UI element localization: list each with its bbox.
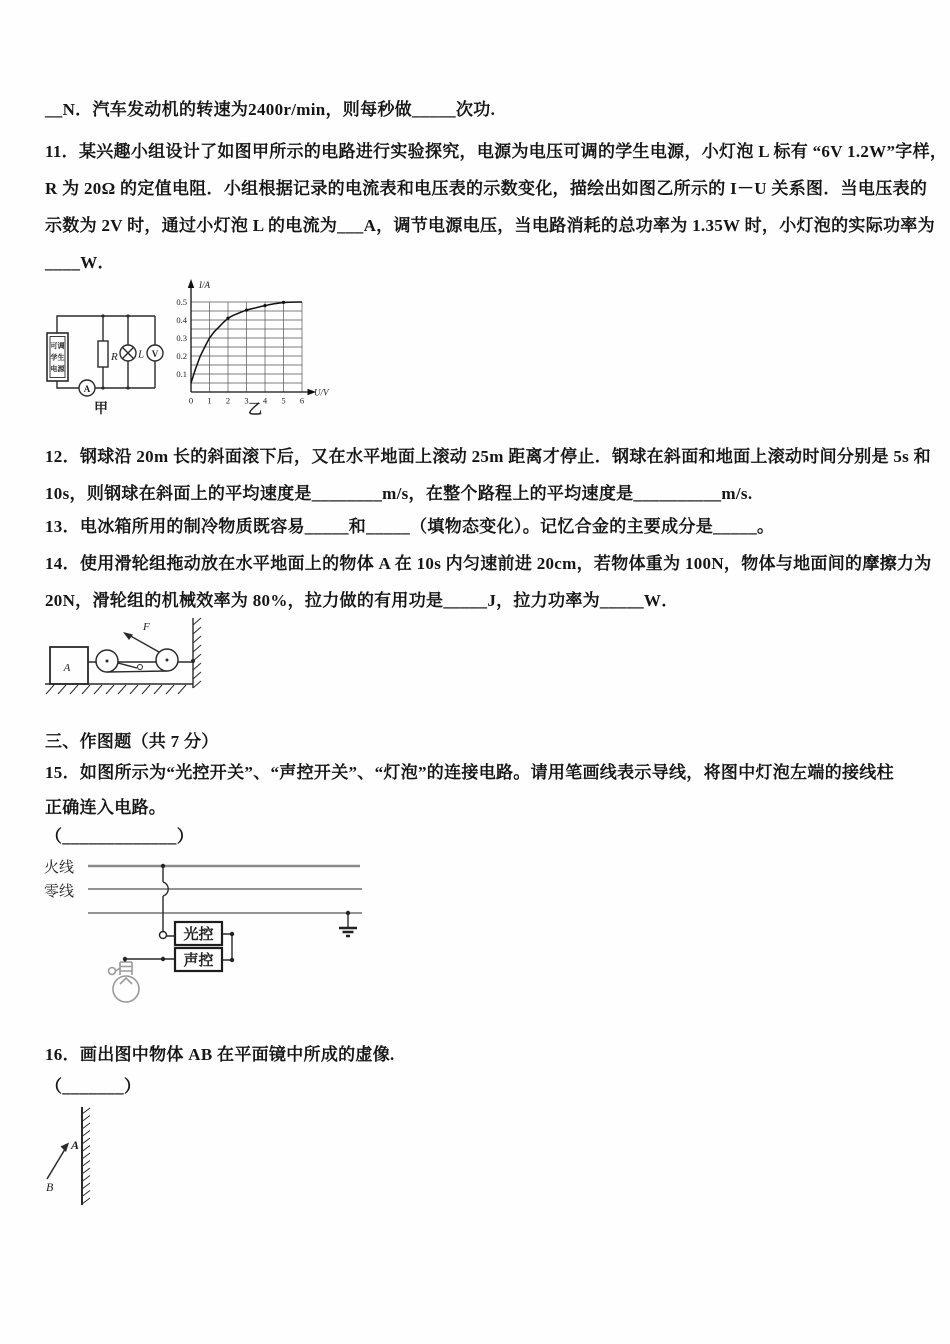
question-11-line-4: ____W． xyxy=(45,253,115,272)
graph-ylabel: I/A xyxy=(199,280,210,290)
question-11-line-3: 示数为 2V 时，通过小灯泡 L 的电流为___A，调节电源电压，当电路消耗的总功率为 1.35W 时，小灯泡的实际功率为 xyxy=(45,216,935,235)
object-arrow xyxy=(47,1148,66,1180)
ground-symbol xyxy=(339,928,357,936)
block-a-label: A xyxy=(63,662,71,674)
bulb xyxy=(109,962,140,1002)
question-16-answer-blank: （_______） xyxy=(45,1077,142,1096)
light-control-label: 光控 xyxy=(183,927,214,943)
question-11-line-2: R 为 20Ω 的定值电阻．小组根据记录的电流表和电压表的示数变化，描绘出如图乙所示的 I－U 关系图．当电压表的 xyxy=(45,179,928,198)
section-3-title: 三、作图题（共 7 分） xyxy=(45,732,219,751)
xtick-4: 4 xyxy=(262,395,268,406)
live-wire-label: 火线 xyxy=(44,860,75,876)
figure-switch-circuit xyxy=(40,850,370,1015)
xtick-6: 6 xyxy=(299,395,305,406)
psu-label-3: 电源 xyxy=(50,365,65,373)
question-11-line-1: 11．某兴趣小组设计了如图甲所示的电路进行实验探究，电源为电压可调的学生电源，小灯泡 L 标有 “6V 1.2W”字样， xyxy=(45,142,948,161)
question-16: 16．画出图中物体 AB 在平面镜中所成的虚像. xyxy=(45,1045,395,1064)
figure-q11 xyxy=(38,272,338,427)
caption-yi: 乙 xyxy=(248,403,262,418)
question-15-line-1: 15．如图所示为“光控开关”、“声控开关”、“灯泡”的连接电路。请用笔画线表示导线，将图中灯泡左端的接线柱 xyxy=(45,763,894,782)
xtick-2: 2 xyxy=(225,395,231,406)
ytick-0.5: 0.5 xyxy=(176,297,187,307)
ytick-0.3: 0.3 xyxy=(176,333,187,343)
ytick-0.2: 0.2 xyxy=(176,351,187,361)
graph-yi xyxy=(176,279,330,418)
figure-circuit-and-graph xyxy=(38,272,338,422)
figure-mirror xyxy=(35,1098,155,1223)
figure-q15 xyxy=(40,850,370,1020)
question-14-line-1: 14．使用滑轮组拖动放在水平地面上的物体 A 在 10s 内匀速前进 20cm，若物体重为 100N，物体与地面间的摩擦力为 xyxy=(45,554,932,573)
question-14-line-2: 20N，滑轮组的机械效率为 80%，拉力做的有用功是_____J，拉力功率为_____W． xyxy=(45,591,679,610)
sound-control-label: 声控 xyxy=(183,953,214,969)
xtick-3: 3 xyxy=(244,395,249,406)
xtick-1: 1 xyxy=(207,395,212,406)
question-15-answer-blank: （_____________） xyxy=(45,827,194,846)
figure-q16 xyxy=(35,1098,155,1228)
lamp-label: L xyxy=(138,348,145,361)
question-15-line-2: 正确连入电路。 xyxy=(45,798,167,817)
xtick-5: 5 xyxy=(281,395,286,406)
question-12-line-1: 12．钢球沿 20m 长的斜面滚下后，又在水平地面上滚动 25m 距离才停止．钢球在斜面和地面上滚动时间分别是 5s 和 xyxy=(45,447,931,466)
question-13: 13．电冰箱所用的制冷物质既容易_____和_____（填物态变化）。记忆合金的主要成分是_____。 xyxy=(45,517,775,536)
question-10-tail: __N．汽车发动机的转速为2400r/min，则每秒做_____次功. xyxy=(45,100,496,119)
graph-xlabel: U/V xyxy=(314,387,329,398)
caption-jia: 甲 xyxy=(94,402,108,417)
open-terminal xyxy=(160,932,167,939)
ammeter-label: A xyxy=(83,383,91,394)
psu-label-2: 学生 xyxy=(50,353,65,362)
point-b-label: B xyxy=(46,1180,54,1194)
circuit-jia xyxy=(47,314,163,417)
ytick-0.1: 0.1 xyxy=(176,369,187,379)
question-12-line-2: 10s，则钢球在斜面上的平均速度是________m/s，在整个路程上的平均速度是__________m/s. xyxy=(45,484,753,503)
ytick-0.4: 0.4 xyxy=(176,315,187,325)
psu-label-1: 可调 xyxy=(50,342,65,350)
neutral-wire-label: 零线 xyxy=(44,884,75,900)
figure-pulley xyxy=(40,612,210,712)
figure-q14 xyxy=(40,612,210,717)
voltmeter-label: V xyxy=(151,348,159,359)
point-a-label: A xyxy=(71,1138,80,1152)
resistor-label: R xyxy=(111,351,118,363)
xtick-0: 0 xyxy=(188,395,194,406)
force-label: F xyxy=(143,621,150,633)
resistor-symbol xyxy=(98,341,108,367)
